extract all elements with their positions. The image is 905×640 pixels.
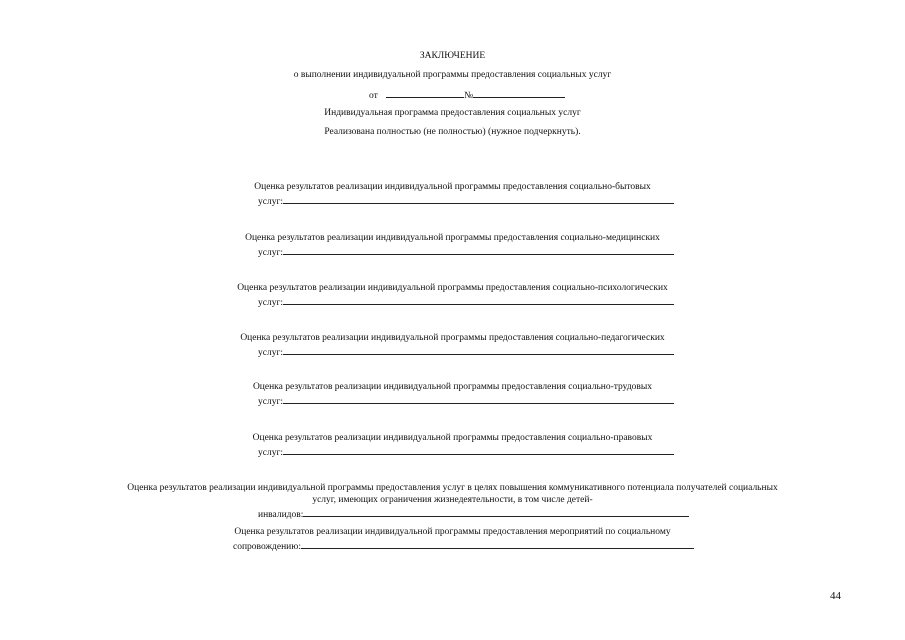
communicative-text-line1: Оценка результатов реализации индивидуальной программы предоставления услуг в целях повышения коммуникативного потенциала получателей социальных: [127, 483, 778, 493]
communicative-tail-label: инвалидов:: [258, 510, 304, 520]
document-title: ЗАКЛЮЧЕНИЕ: [419, 51, 486, 61]
assessment-blank-line: [283, 394, 674, 404]
from-label: от: [369, 91, 378, 101]
date-number-row: [369, 88, 565, 102]
assessment-legal-text: Оценка результатов реализации индивидуальной программы предоставления социально-правовых: [252, 433, 653, 443]
assessment-tail-label: услуг:: [258, 397, 283, 407]
escort-tail-label: сопровождению:: [233, 542, 302, 552]
assessment-pedagogical-text: Оценка результатов реализации индивидуальной программы предоставления социально-педагогических: [240, 333, 665, 343]
assessment-tail-label: услуг:: [258, 448, 283, 458]
assessment-tail-label: услуг:: [258, 248, 283, 258]
communicative-text-line2: услуг, имеющих ограничения жизнедеятельности, в том числе детей-: [312, 495, 593, 505]
assessment-psychological-field: [258, 295, 674, 309]
communicative-blank-line: [303, 507, 689, 517]
escort-text-line1: Оценка результатов реализации индивидуальной программы предоставления мероприятий по социальному: [234, 527, 671, 537]
assessment-blank-line: [283, 194, 674, 204]
assessment-labor-field: [258, 394, 674, 408]
assessment-blank-line: [283, 345, 674, 355]
assessment-medical-field: [258, 245, 674, 259]
date-blank: [386, 88, 464, 98]
communicative-field: [258, 507, 689, 521]
document-subtitle: о выполнении индивидуальной программы предоставления социальных услуг: [293, 70, 612, 80]
realized-line: Реализована полностью (не полностью) (нужное подчеркнуть).: [324, 127, 581, 137]
assessment-medical-text: Оценка результатов реализации индивидуальной программы предоставления социально-медицинских: [245, 233, 660, 243]
assessment-blank-line: [283, 445, 674, 455]
assessment-blank-line: [283, 245, 674, 255]
assessment-tail-label: услуг:: [258, 197, 283, 207]
assessment-household-text: Оценка результатов реализации индивидуальной программы предоставления социально-бытовых: [254, 182, 651, 192]
escort-field: [233, 539, 694, 553]
assessment-legal-field: [258, 445, 674, 459]
page-number: 44: [830, 590, 841, 602]
program-line: Индивидуальная программа предоставления социальных услуг: [324, 108, 581, 118]
assessment-labor-text: Оценка результатов реализации индивидуальной программы предоставления социально-трудовых: [252, 382, 653, 392]
assessment-blank-line: [283, 295, 674, 305]
assessment-pedagogical-field: [258, 345, 674, 359]
number-blank: [473, 88, 565, 98]
assessment-tail-label: услуг:: [258, 298, 283, 308]
escort-blank-line: [301, 539, 694, 549]
assessment-household-field: [258, 194, 674, 208]
assessment-psychological-text: Оценка результатов реализации индивидуальной программы предоставления социально-психологических: [237, 283, 668, 293]
assessment-tail-label: услуг:: [258, 348, 283, 358]
number-label: №: [464, 91, 474, 101]
